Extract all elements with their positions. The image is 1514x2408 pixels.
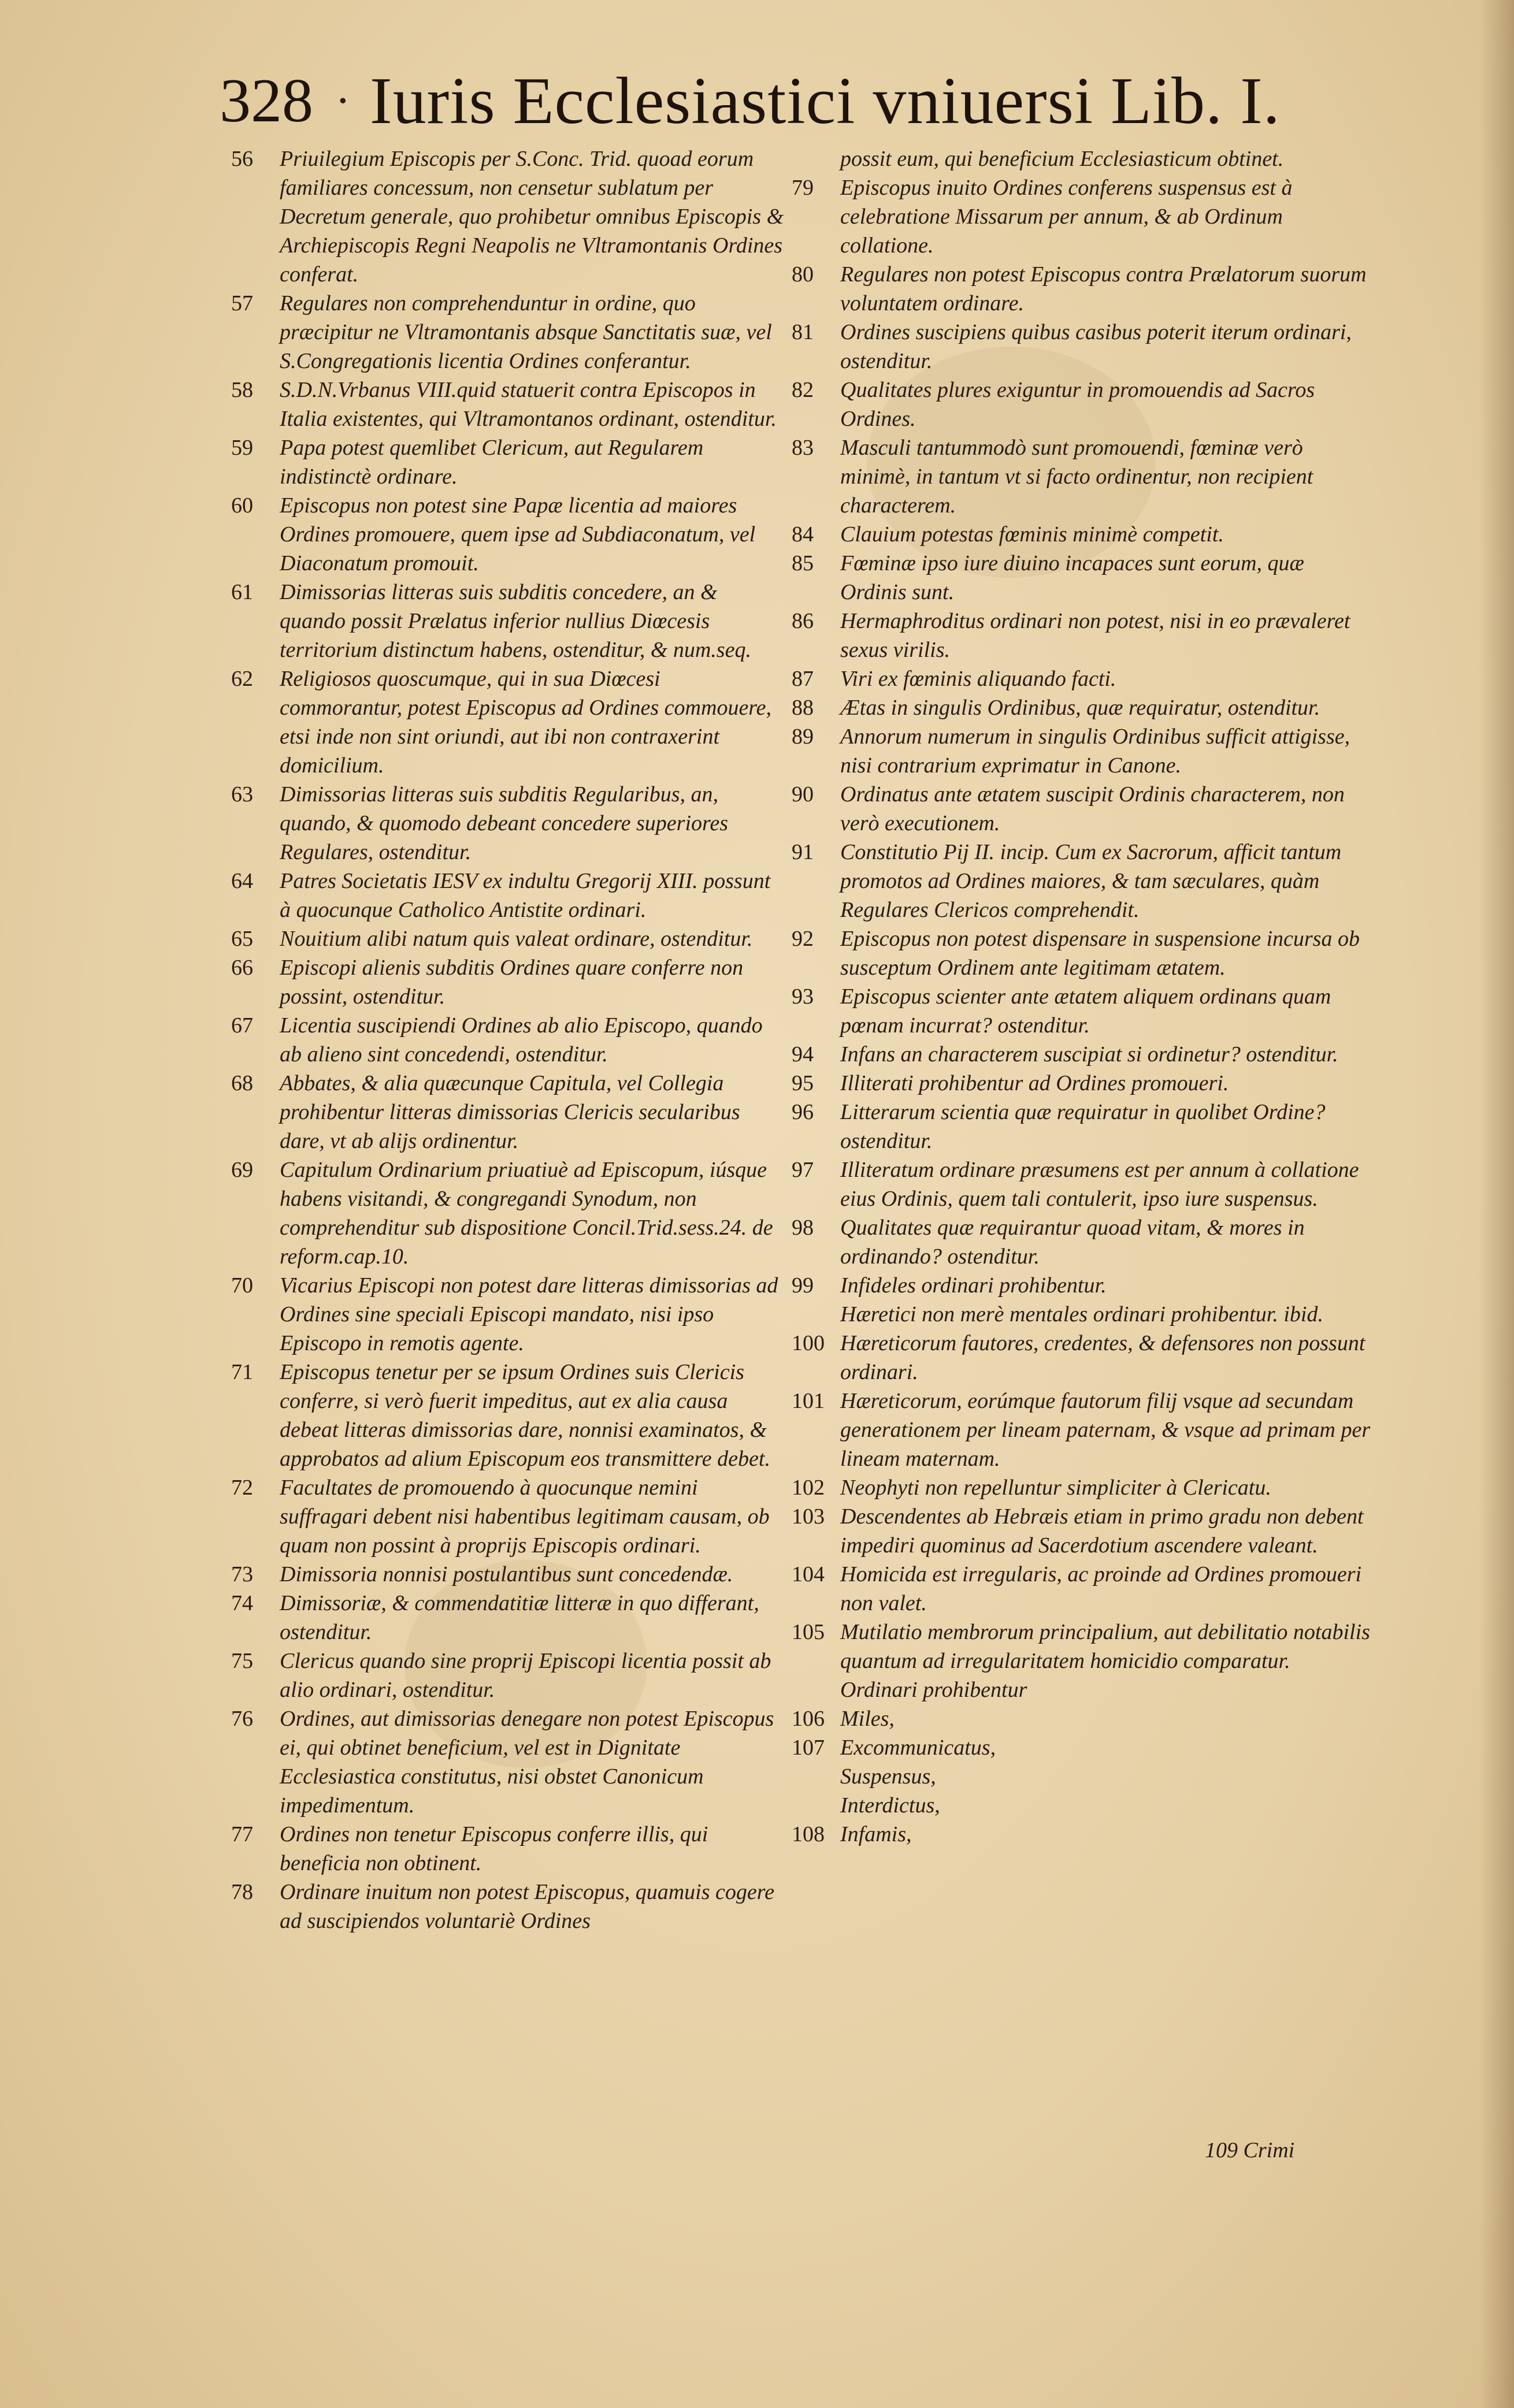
- index-entry: [792, 693, 1375, 722]
- entry-text: Episcopi alienis subditis Ordines quare conferre non possint, ostenditur.: [280, 956, 744, 1009]
- entry-text: Vicarius Episcopi non potest dare litteras dimissorias ad Ordines sine speciali Episcopi mandato, nisi ipso Episcopo in remotis agente.: [280, 1273, 778, 1355]
- entry-number: 61: [231, 580, 253, 604]
- entry-text: Hæretici non merè mentales ordinari prohibentur. ibid.: [840, 1302, 1323, 1326]
- right-column: [792, 144, 1375, 1849]
- index-entry: [792, 722, 1375, 780]
- entry-number: 66: [231, 956, 253, 980]
- entry-number: 86: [792, 609, 814, 633]
- entry-text: Hæreticorum, eorúmque fautorum filij vsque ad secundam generationem per lineam paternam, & vsque ad primam per lineam maternam.: [840, 1389, 1371, 1471]
- entry-text: Hermaphroditus ordinari non potest, nisi in eo prævaleret sexus virilis.: [840, 609, 1350, 662]
- entry-number: 65: [231, 927, 253, 951]
- entry-number: 80: [792, 262, 814, 287]
- index-entry: [792, 376, 1375, 433]
- index-entry: [792, 549, 1375, 607]
- index-entry: [231, 867, 786, 924]
- entry-text: Excommunicatus,: [840, 1736, 996, 1760]
- index-entry: [231, 433, 786, 491]
- index-entry: [231, 1589, 786, 1647]
- index-entry: [231, 144, 786, 289]
- header-separator: ·: [335, 76, 351, 127]
- entry-number: 71: [231, 1360, 253, 1384]
- entry-text: Regulares non comprehenduntur in ordine, quo præcipitur ne Vltramontanis absque Sanctitatis suæ, vel S.Congregationis licentia Ordines conferantur.: [280, 291, 772, 373]
- index-entry: [792, 1300, 1375, 1329]
- entry-text: Qualitates plures exiguntur in promouendis ad Sacros Ordines.: [840, 378, 1315, 431]
- index-entry: [792, 260, 1375, 318]
- index-entry: [792, 838, 1375, 924]
- index-entry: [792, 664, 1375, 693]
- index-entry: [792, 1762, 1375, 1791]
- entry-text: Homicida est irregularis, ac proinde ad Ordines promoueri non valet.: [840, 1562, 1362, 1615]
- entry-text: Constitutio Pij II. incip. Cum ex Sacrorum, afficit tantum promotos ad Ordines maiores, & tam sæculares, quàm Regulares Clericos comprehendit.: [840, 840, 1342, 922]
- index-entry: [231, 1560, 786, 1589]
- index-entry: [792, 780, 1375, 838]
- index-entry: [792, 924, 1375, 982]
- entry-number: 76: [231, 1707, 253, 1731]
- index-entry: [792, 1820, 1375, 1849]
- page-gutter-shadow: [1479, 0, 1514, 2408]
- index-entry: [231, 1473, 786, 1560]
- entry-text: Infamis,: [840, 1822, 912, 1846]
- entry-number: 107: [792, 1736, 825, 1760]
- entry-text: Viri ex fœminis aliquando facti.: [840, 667, 1116, 691]
- entry-text: Episcopus tenetur per se ipsum Ordines suis Clericis conferre, si verò fuerit impeditus, aut ex alia causa debeat litteras dimissorias dare, nonnisi examinatos, & approbatos ad alium Episcopum eos transmittere debet.: [280, 1360, 770, 1471]
- entry-text: Neophyti non repelluntur simpliciter à Clericatu.: [840, 1476, 1271, 1500]
- catchword: 109 Crimi: [1205, 2138, 1295, 2162]
- index-entry: [792, 1329, 1375, 1387]
- entry-number: 75: [231, 1649, 253, 1673]
- entry-number: 70: [231, 1273, 253, 1298]
- entry-text: Ordines suscipiens quibus casibus poterit iterum ordinari, ostenditur.: [840, 320, 1352, 373]
- entry-number: 100: [792, 1331, 825, 1355]
- index-entry: [792, 1675, 1375, 1704]
- entry-number: 91: [792, 840, 814, 864]
- entry-number: 106: [792, 1707, 825, 1731]
- index-entry: [792, 173, 1375, 260]
- entry-text: Clericus quando sine proprij Episcopi licentia possit ab alio ordinari, ostenditur.: [280, 1649, 771, 1702]
- entry-text: Ordinatus ante ætatem suscipit Ordinis characterem, non verò executionem.: [840, 782, 1345, 835]
- entry-number: 79: [792, 176, 814, 200]
- entry-text: Ordines non tenetur Episcopus conferre illis, qui beneficia non obtinent.: [280, 1822, 708, 1875]
- entry-text: S.D.N.Vrbanus VIII.quid statuerit contra Episcopos in Italia existentes, qui Vltramontanos ordinant, ostenditur.: [280, 378, 777, 431]
- entry-text: Miles,: [840, 1707, 895, 1731]
- index-entry: [231, 1155, 786, 1271]
- entry-text: Abbates, & alia quæcunque Capitula, vel Collegia prohibentur litteras dimissorias Clericis secularibus dare, vt ab alijs ordinentur.: [280, 1071, 740, 1153]
- index-entry: [231, 664, 786, 780]
- entry-text: Litterarum scientia quæ requiratur in quolibet Ordine? ostenditur.: [840, 1100, 1326, 1153]
- entry-text: Clauium potestas fœminis minimè competit.: [840, 522, 1224, 547]
- entry-text: Dimissoria nonnisi postulantibus sunt concedendæ.: [280, 1562, 733, 1586]
- running-title: Iuris Ecclesiastici vniuersi Lib. I.: [370, 64, 1281, 138]
- entry-number: 95: [792, 1071, 814, 1095]
- index-entry: [231, 491, 786, 578]
- entry-text: Episcopus inuito Ordines conferens suspensus est à celebratione Missarum per annum, & ab Ordinum collatione.: [840, 176, 1293, 258]
- entry-text: Mutilatio membrorum principalium, aut debilitatio notabilis quantum ad irregularitatem homicidio comparatur.: [840, 1620, 1370, 1673]
- index-entry: [792, 318, 1375, 376]
- entry-number: 57: [231, 291, 253, 315]
- entry-number: 77: [231, 1822, 253, 1846]
- entry-text: Episcopus non potest sine Papæ licentia ad maiores Ordines promouere, quem ipse ad Subdiaconatum, vel Diaconatum promouit.: [280, 493, 756, 575]
- entry-number: 102: [792, 1476, 825, 1500]
- entry-text: Interdictus,: [840, 1793, 940, 1818]
- index-entry: [231, 924, 786, 953]
- entry-number: 64: [231, 869, 253, 893]
- left-column: [231, 144, 786, 1935]
- entry-number: 68: [231, 1071, 253, 1095]
- entry-number: 97: [792, 1158, 814, 1182]
- index-entry: [231, 1358, 786, 1473]
- entry-text: Regulares non potest Episcopus contra Prælatorum suorum voluntatem ordinare.: [840, 262, 1367, 315]
- entry-number: 72: [231, 1476, 253, 1500]
- entry-text: Papa potest quemlibet Clericum, aut Regularem indistinctè ordinare.: [280, 436, 704, 489]
- entry-number: 92: [792, 927, 814, 951]
- entry-number: 58: [231, 378, 253, 402]
- index-entry: [231, 376, 786, 433]
- entry-text: Ordinari prohibentur: [840, 1678, 1027, 1702]
- entry-number: 74: [231, 1591, 253, 1615]
- index-entry: [792, 1791, 1375, 1820]
- entry-text: Annorum numerum in singulis Ordinibus sufficit attigisse, nisi contrarium exprimatur in Canone.: [840, 724, 1350, 778]
- entry-number: 83: [792, 436, 814, 460]
- entry-text: Masculi tantummodò sunt promouendi, fœminæ verò minimè, in tantum vt si facto ordinentur, non recipient characterem.: [840, 436, 1313, 518]
- entry-number: 104: [792, 1562, 825, 1586]
- index-entry: [231, 578, 786, 664]
- entry-number: 67: [231, 1013, 253, 1038]
- page-number: 328: [220, 66, 313, 135]
- entry-number: 59: [231, 436, 253, 460]
- entry-text: Nouitium alibi natum quis valeat ordinare, ostenditur.: [280, 927, 753, 951]
- entry-number: 56: [231, 147, 253, 171]
- index-entry: [792, 1387, 1375, 1473]
- entry-text: Dimissorias litteras suis subditis concedere, an & quando possit Prælatus inferior nullius Diœcesis territorium distinctum habens, ostenditur, & num.seq.: [280, 580, 751, 662]
- index-entry: [792, 1618, 1375, 1675]
- index-entry: [231, 289, 786, 376]
- entry-text: Infans an characterem suscipiat si ordinetur? ostenditur.: [840, 1042, 1338, 1066]
- entry-text: Ordinare inuitum non potest Episcopus, quamuis cogere ad suscipiendos voluntariè Ordines: [280, 1880, 774, 1933]
- index-entry: [792, 1040, 1375, 1069]
- entry-text: Dimissoriæ, & commendatitiæ litteræ in quo differant, ostenditur.: [280, 1591, 759, 1644]
- entry-number: 82: [792, 378, 814, 402]
- entry-number: 101: [792, 1389, 825, 1413]
- entry-text: Licentia suscipiendi Ordines ab alio Episcopo, quando ab alieno sint concedendi, ostenditur.: [280, 1013, 763, 1066]
- entry-text: Priuilegium Episcopis per S.Conc. Trid. quoad eorum familiares concessum, non censetur sublatum per Decretum generale, quo prohibetur omnibus Episcopis & Archiepiscopis Regni Neapolis ne Vltramontanis Ordines conferat.: [280, 147, 784, 287]
- index-entry: [231, 953, 786, 1011]
- entry-number: 84: [792, 522, 814, 547]
- entry-number: 94: [792, 1042, 814, 1066]
- entry-number: 62: [231, 667, 253, 691]
- index-entry: [231, 1878, 786, 1935]
- index-entry: [792, 1213, 1375, 1271]
- index-entry: [792, 433, 1375, 520]
- entry-text: Suspensus,: [840, 1764, 936, 1789]
- entry-number: 96: [792, 1100, 814, 1124]
- index-entry: [231, 1704, 786, 1820]
- entry-text: Episcopus scienter ante ætatem aliquem ordinans quam pœnam incurrat? ostenditur.: [840, 984, 1331, 1038]
- entry-number: 60: [231, 493, 253, 518]
- entry-number: 85: [792, 551, 814, 575]
- entry-text: Patres Societatis IESV ex indultu Gregorij XIII. possunt à quocunque Catholico Antistite ordinari.: [280, 869, 771, 922]
- index-entry: [792, 1098, 1375, 1155]
- entry-number: 81: [792, 320, 814, 344]
- entry-number: 88: [792, 696, 814, 720]
- entry-text: Capitulum Ordinarium priuatiuè ad Episcopum, iúsque habens visitandi, & congregandi Synodum, non comprehenditur sub dispositione Concil.Trid.sess.24. de reform.cap.10.: [280, 1158, 773, 1269]
- entry-number: 93: [792, 984, 814, 1009]
- page-header: [220, 64, 1433, 139]
- entry-text: Ordines, aut dimissorias denegare non potest Episcopus ei, qui obtinet beneficium, vel est in Dignitate Ecclesiastica constitutus, nisi obstet Canonicum impedimentum.: [280, 1707, 774, 1818]
- entry-text: Episcopus non potest dispensare in suspensione incursa ob susceptum Ordinem ante legitimam ætatem.: [840, 927, 1360, 980]
- index-entry: [792, 982, 1375, 1040]
- entry-text: Ætas in singulis Ordinibus, quæ requiratur, ostenditur.: [840, 696, 1320, 720]
- entry-number: 89: [792, 724, 814, 749]
- entry-number: 63: [231, 782, 253, 807]
- index-entry: [231, 1647, 786, 1704]
- entry-number: 73: [231, 1562, 253, 1586]
- entry-number: 87: [792, 667, 814, 691]
- entry-text: Qualitates quæ requirantur quoad vitam, & mores in ordinando? ostenditur.: [840, 1216, 1305, 1269]
- entry-number: 105: [792, 1620, 825, 1644]
- index-entry: [792, 1502, 1375, 1560]
- index-entry: [792, 1155, 1375, 1213]
- entry-text: Descendentes ab Hebræis etiam in primo gradu non debent impediri quominus ad Sacerdotium ascendere valeant.: [840, 1504, 1364, 1558]
- index-entry: [231, 1011, 786, 1069]
- entry-text: Fœminæ ipso iure diuino incapaces sunt eorum, quæ Ordinis sunt.: [840, 551, 1304, 604]
- index-entry: [792, 520, 1375, 549]
- entry-text: Illiteratum ordinare præsumens est per annum à collatione eius Ordinis, quem tali contulerit, ipso iure suspensus.: [840, 1158, 1359, 1211]
- index-entry: [792, 607, 1375, 664]
- entry-number: 103: [792, 1504, 825, 1529]
- index-entry: [231, 1271, 786, 1358]
- index-entry: [231, 1820, 786, 1878]
- index-entry: [231, 1069, 786, 1155]
- entry-text: Religiosos quoscumque, qui in sua Diœcesi commorantur, potest Episcopus ad Ordines commouere, etsi inde non sint oriundi, aut ibi non contraxerint domicilium.: [280, 667, 772, 778]
- entry-number: 78: [231, 1880, 253, 1904]
- entry-text: Infideles ordinari prohibentur.: [840, 1273, 1107, 1298]
- index-entry: [792, 1473, 1375, 1502]
- index-entry: [792, 1560, 1375, 1618]
- index-entry: [792, 1704, 1375, 1733]
- index-entry: [792, 1271, 1375, 1300]
- entry-text: Illiterati prohibentur ad Ordines promoueri.: [840, 1071, 1229, 1095]
- entry-number: 108: [792, 1822, 825, 1846]
- index-entry: [231, 780, 786, 867]
- entry-number: 90: [792, 782, 814, 807]
- entry-number: 69: [231, 1158, 253, 1182]
- entry-number: 98: [792, 1216, 814, 1240]
- index-entry: [792, 1069, 1375, 1098]
- entry-number: 99: [792, 1273, 814, 1298]
- entry-text: Hæreticorum fautores, credentes, & defensores non possunt ordinari.: [840, 1331, 1365, 1384]
- entry-text: Dimissorias litteras suis subditis Regularibus, an, quando, & quomodo debeant concedere superiores Regulares, ostenditur.: [280, 782, 729, 864]
- index-entry: [792, 1733, 1375, 1762]
- entry-text: Facultates de promouendo à quocunque nemini suffragari debent nisi habentibus legitimam causam, ob quam non possint à proprijs Episcopis ordinari.: [280, 1476, 770, 1558]
- entry-text: possit eum, qui beneficium Ecclesiasticum obtinet.: [840, 147, 1284, 171]
- index-entry: [792, 144, 1375, 173]
